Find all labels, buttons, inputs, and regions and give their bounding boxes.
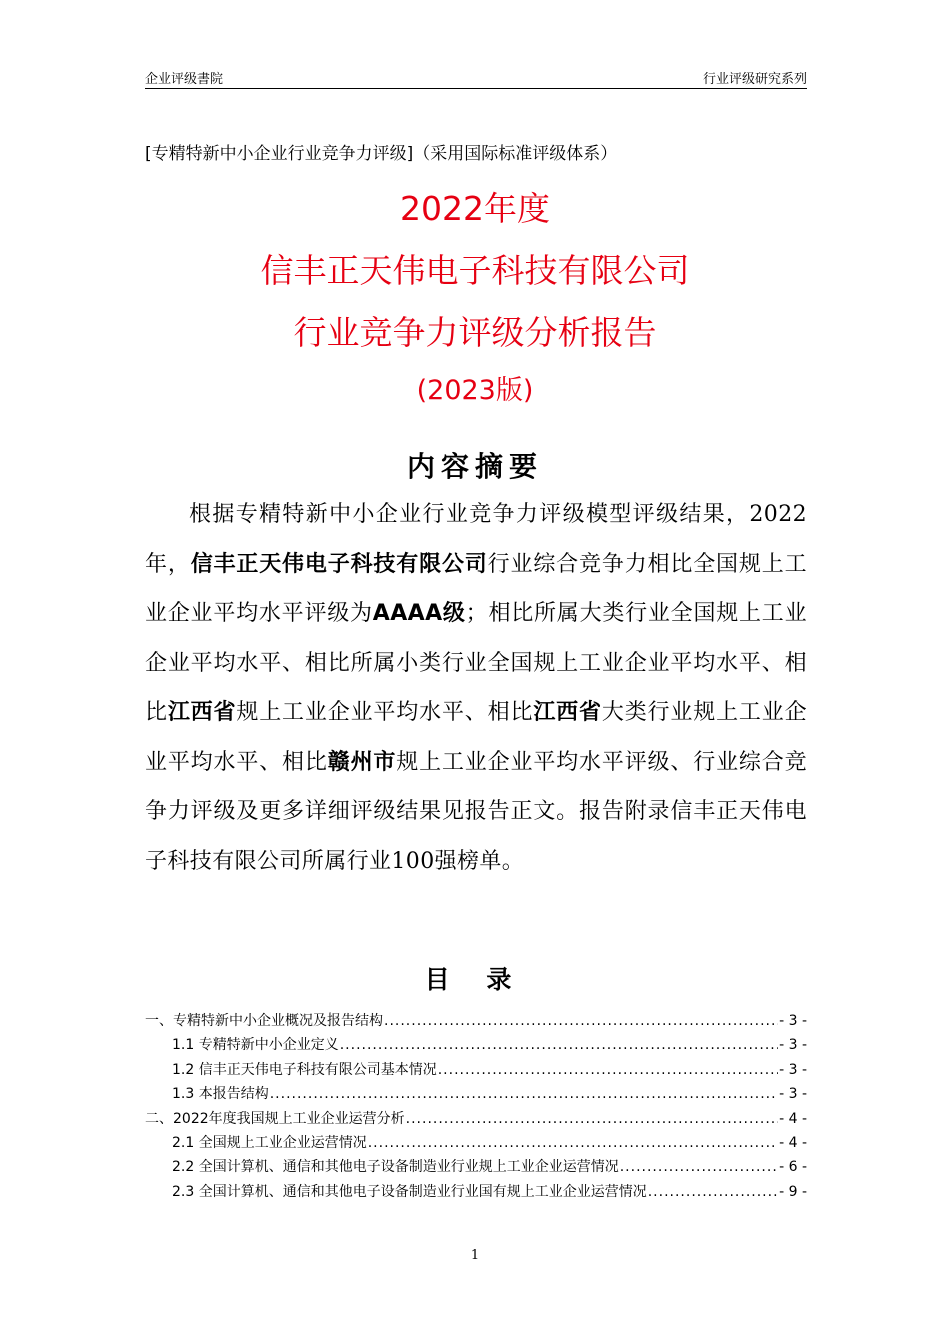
toc-page: - 3 -	[779, 1013, 807, 1029]
page-header	[145, 66, 807, 89]
toc-item[interactable]	[145, 1155, 807, 1179]
toc-leader	[384, 1009, 778, 1033]
header-series: 行业评级研究系列	[702, 72, 807, 87]
abstract-heading: 内容摘要	[406, 450, 543, 483]
toc-label: 1.2 信丰正天伟电子科技有限公司基本情况	[172, 1061, 437, 1078]
header-publisher: 企业评级書院	[145, 72, 224, 87]
company-name-bold: 信丰正天伟电子科技有限公司	[190, 551, 488, 577]
toc-page: - 4 -	[779, 1110, 807, 1127]
toc-label: 二、2022年度我国规上工业企业运营分析	[145, 1110, 405, 1127]
toc-leader	[270, 1082, 778, 1106]
province-bold: 江西省	[167, 700, 237, 725]
toc-label: 2.2 全国计算机、通信和其他电子设备制造业行业规上工业企业运营情况	[172, 1159, 619, 1176]
toc-heading: 目 录	[424, 965, 526, 994]
toc-leader	[340, 1033, 778, 1057]
abstract-text: 大类行业规上工业企业平均水平、相比	[145, 700, 807, 775]
title-report: 行业竞争力评级分析报告	[293, 313, 657, 352]
toc-item[interactable]	[145, 1082, 807, 1106]
page-number: 1	[470, 1248, 480, 1263]
abstract-paragraph	[145, 490, 807, 886]
toc-page: - 4 -	[779, 1134, 807, 1151]
toc-leader	[438, 1058, 778, 1082]
title-company: 信丰正天伟电子科技有限公司	[260, 251, 690, 290]
toc-leader	[406, 1107, 778, 1131]
title-year: 2022年度	[400, 189, 550, 228]
toc-page: - 6 -	[779, 1159, 807, 1176]
toc-leader	[648, 1180, 778, 1204]
toc-page: - 3 -	[779, 1037, 807, 1054]
toc-label: 2.3 全国计算机、通信和其他电子设备制造业行业国有规上工业企业运营情况	[172, 1183, 647, 1200]
toc-page: - 9 -	[779, 1183, 807, 1200]
toc-label: 2.1 全国规上工业企业运营情况	[172, 1134, 367, 1151]
abstract-text: 规上工业企业平均水平评级、行业综合竞争力评级及更多详细评级结果见报告正文。报告附录信丰正天伟电子科技有限公司所属行业100强榜单。	[145, 749, 808, 874]
abstract-text: 根据专精特新中小企业行业竞争力评级模型评级结果，2022年，	[145, 502, 807, 577]
toc-item[interactable]	[145, 1009, 807, 1033]
title-edition: (2023版)	[416, 375, 534, 406]
table-of-contents	[145, 1009, 807, 1204]
city-bold: 赣州市	[327, 749, 397, 775]
toc-label: 一、专精特新中小企业概况及报告结构	[145, 1013, 383, 1029]
abstract-text: 行业综合竞争力相比全国规上工业企业平均水平评级为	[145, 551, 807, 626]
abstract-body	[145, 490, 807, 886]
toc-page: - 3 -	[779, 1086, 807, 1103]
province-bold: 江西省	[533, 700, 602, 725]
toc-item[interactable]	[145, 1058, 807, 1082]
toc-leader	[368, 1131, 778, 1155]
series-line: [专精特新中小企业行业竞争力评级]（采用国际标准评级体系）	[145, 144, 618, 164]
toc-label: 1.3 本报告结构	[172, 1086, 269, 1103]
abstract-text: 规上工业企业平均水平、相比	[236, 700, 534, 725]
toc-page: - 3 -	[779, 1061, 807, 1078]
toc-item[interactable]	[145, 1131, 807, 1155]
toc-item[interactable]	[145, 1180, 807, 1204]
toc-label: 1.1 专精特新中小企业定义	[172, 1037, 339, 1054]
rating-grade: AAAA级	[372, 601, 466, 626]
toc-item[interactable]	[145, 1107, 807, 1131]
toc-leader	[620, 1155, 778, 1179]
abstract-text: ；相比所属大类行业全国规上工业企业平均水平、相比所属小类行业全国规上工业企业平均水平、相比	[145, 601, 807, 725]
toc-item[interactable]	[145, 1033, 807, 1057]
